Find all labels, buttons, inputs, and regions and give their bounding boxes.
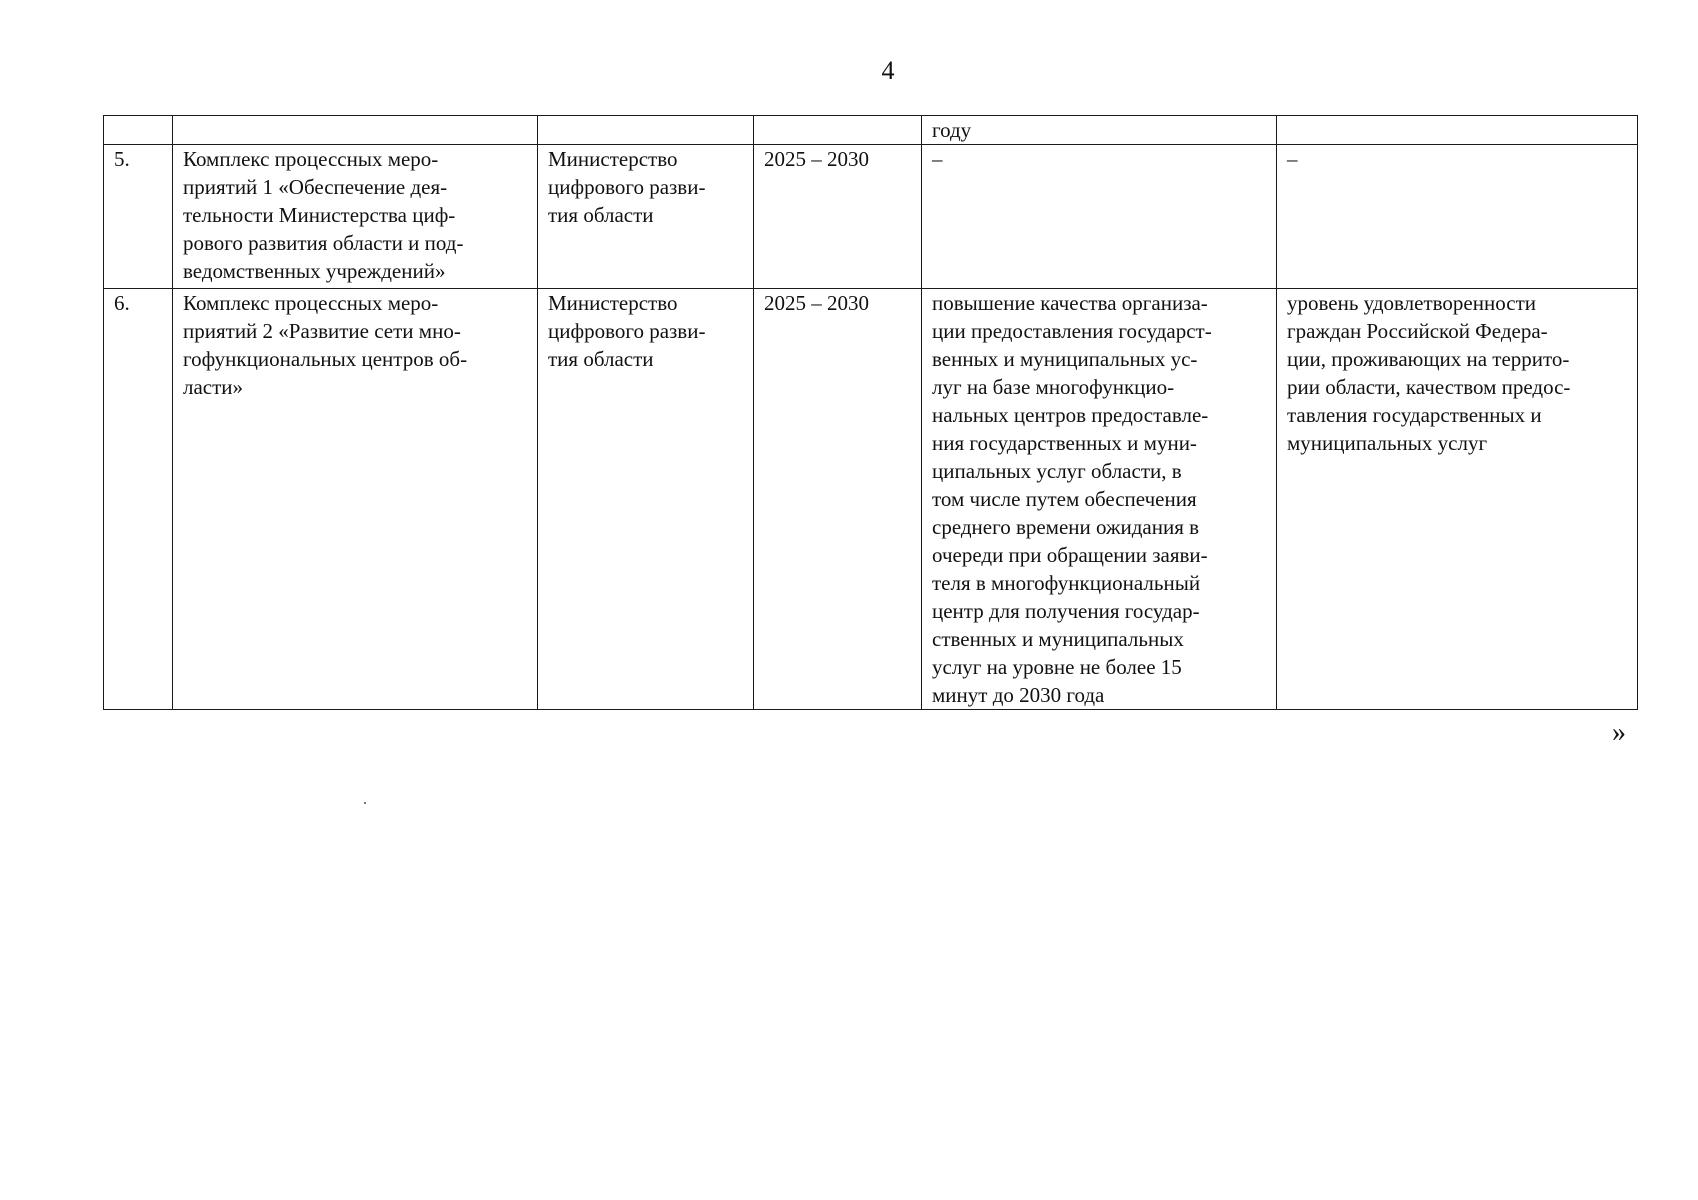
cell-result: повышение качества организа- ции предоставления государст- венных и муниципальных ус- луг на базе многофункцио- нальных центров предоставле- ния государственных и муни- ципальных услуг области, в том числе путем обеспечения среднего времени ожидания в очереди при обращении заяви- теля в многофункциональный центр для получения государ- ственных и муниципальных услуг на уровне не более 15 минут до 2030 года: [922, 289, 1277, 710]
cell-number: 6.: [104, 289, 173, 710]
table-row: [104, 145, 1638, 289]
cell-indicator: –: [1277, 145, 1638, 289]
closing-quote: »: [1612, 717, 1626, 748]
cell-period: 2025 – 2030: [754, 145, 922, 289]
cell-number: [104, 116, 173, 145]
cell-indicator: уровень удовлетворенности граждан Российской Федера- ции, проживающих на террито- рии области, качеством предос- тавления государственных и муниципальных услуг: [1277, 289, 1638, 710]
cell-responsible: Министерство цифрового разви- тия области: [538, 145, 754, 289]
cell-indicator: [1277, 116, 1638, 145]
cell-result: –: [922, 145, 1277, 289]
cell-name: Комплекс процессных меро- приятий 1 «Обеспечение дея- тельности Министерства циф- рового развития области и под- ведомственных учреждений»: [173, 145, 538, 289]
scan-speck: [364, 802, 366, 804]
cell-number: 5.: [104, 145, 173, 289]
cell-name: Комплекс процессных меро- приятий 2 «Развитие сети мно- гофункциональных центров об- ласти»: [173, 289, 538, 710]
cell-responsible: [538, 116, 754, 145]
page-number: 4: [881, 56, 895, 85]
cell-name: [173, 116, 538, 145]
cell-period: [754, 116, 922, 145]
table-row: [104, 289, 1638, 710]
cell-responsible: Министерство цифрового разви- тия области: [538, 289, 754, 710]
cell-result: году: [922, 116, 1277, 145]
table-row-continuation: [104, 116, 1638, 145]
measures-table: [103, 115, 1638, 710]
cell-period: 2025 – 2030: [754, 289, 922, 710]
